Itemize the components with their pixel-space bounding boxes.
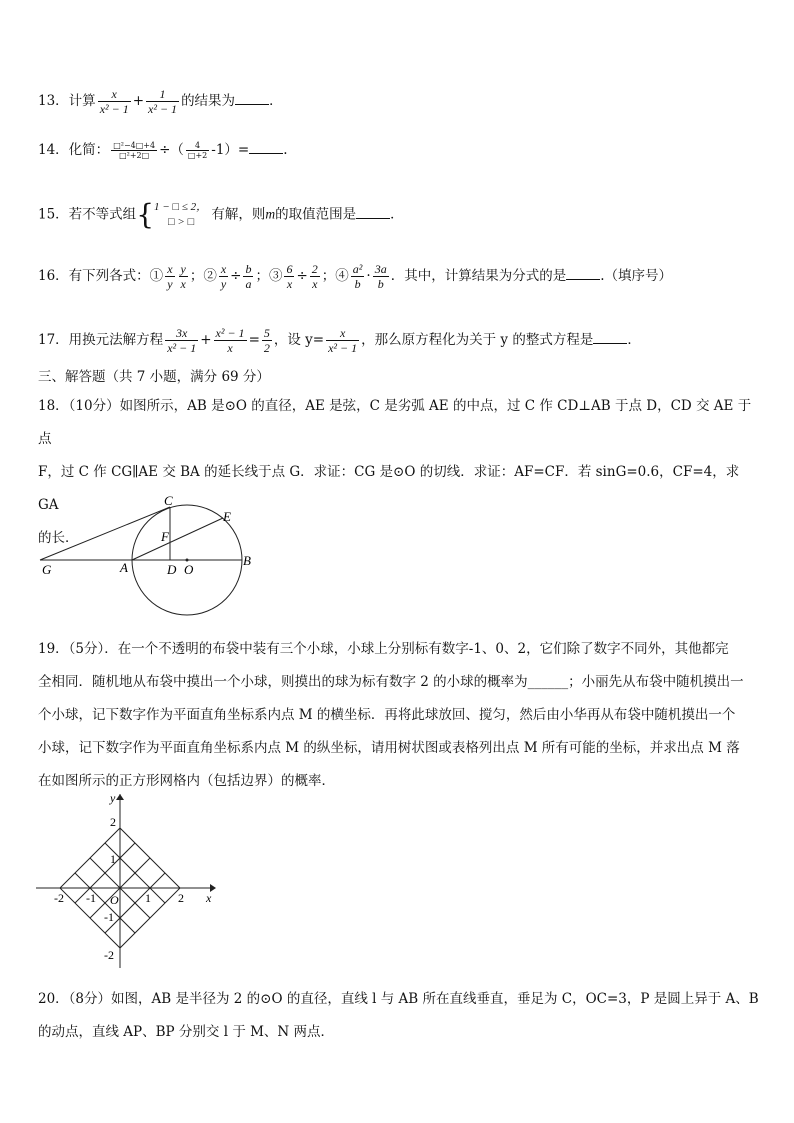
label-xn1: -1: [86, 891, 96, 905]
answer-blank: [566, 267, 600, 280]
label-x2: 2: [178, 891, 184, 905]
label-d: D: [167, 562, 177, 577]
brace-icon: {: [136, 198, 155, 231]
label-y1: 1: [110, 852, 116, 866]
label-yn1: -1: [104, 910, 114, 924]
fraction-2: $\frac{4}{□+2}$: [187, 141, 208, 160]
answer-blank: [356, 206, 390, 219]
label-y: y: [110, 791, 116, 805]
label-x1: 1: [145, 891, 151, 905]
answer-blank: [249, 141, 283, 154]
fraction-1: $\frac{\text{□²−4□+4}}{\text{□²+2□}}$: [113, 141, 156, 160]
label-o: O: [110, 893, 119, 907]
fraction-1: $\frac{x}{\text{x² − 1}}$: [99, 87, 129, 116]
question-15: 15．若不等式组{ 1 − □ ≤ 2， □ > □ 有解，则m的取值范围是 ．: [38, 198, 404, 231]
answer-blank: [593, 331, 627, 344]
label-c: C: [164, 493, 173, 508]
question-19: 19．（5分）．在一个不透明的布袋中装有三个小球，小球上分别标有数字-1、0、2，它们除了数字不同外，其他都完 全相同．随机地从布袋中摸出一个小球，则摸出的球为标有数字 2 的小球的概率为______；小丽先从布袋中随机摸出一 个小球，记下数字作为平面直角坐标系内点 M 的横坐标．再将此球放回、搅匀，然后由小华再从布袋中随机摸出一个 小球，记下数字作为平面直角坐标系内点 M 的纵坐标，请用树状图或表格列出点 M 所有可能的坐标，并求出点 M 落 在如图所示的正方形网格内（包括边界）的概率．: [38, 641, 744, 789]
question-20: 20．（8分）如图，AB 是半径为 2 的⊙O 的直径，直线 l 与 AB 所在直线垂直，垂足为 C，OC=3，P 是圆上异于 A、B 的动点，直线 AP、BP 分别交 l 于 M、N 两点．: [38, 991, 759, 1040]
question-18: 18．（10分）如图所示，AB 是⊙O 的直径，AE 是弦，C 是劣弧 AE 的中点，过 C 作 CD⊥AB 于点 D，CD 交 AE 于点 F，过 C 作 CG∥AE 交 BA 的延长线于点 G．求证：CG 是⊙O 的切线．求证：AF=CF．若 sinG=0.6，CF=4，求 GA 的长．: [38, 398, 752, 546]
section-heading: 三、解答题（共 7 小题，满分 69 分）: [38, 369, 270, 385]
label-g: G: [42, 562, 52, 577]
label-x: x: [206, 891, 212, 905]
question-13: 13．计算 $\frac{x}{\text{x² − 1}}$ + $\frac{1}{\text{x² − 1}}$ 的结果为 ．: [38, 87, 283, 116]
label-y2: 2: [110, 815, 116, 829]
answer-blank: [235, 92, 269, 105]
question-16: 16．有下列各式：① $\frac{x}{y}$ $\frac{y}{x}$ ；② $\frac{x}{y}$ ÷ $\frac{b}{a}$ ；③ $\frac{6}{x}$ ÷ $\frac{2}{x}$ ；④ $\frac{\text{a²}}{b}$ · $\frac{3a}{b}$ ．其中，计算结果为分式的是 .（填序号）: [38, 262, 672, 291]
inequality-system: 1 − □ ≤ 2， □ > □: [154, 201, 208, 228]
label-xn2: -2: [54, 891, 64, 905]
label-f: F: [161, 529, 169, 544]
label-b: B: [243, 553, 251, 568]
circle-figure: [30, 488, 270, 618]
question-17: 17．用换元法解方程 $\frac{3x}{\text{x² − 1}}$ + $\frac{\text{x² − 1}}{x}$ = $\frac{5}{2}$ ，设 y= $\frac{x}{\text{x² − 1}}$ ，那么原方程化为关于 y 的整式方程是 ．: [38, 326, 641, 355]
label-e: E: [223, 509, 231, 524]
grid-figure: [30, 790, 230, 970]
question-14: 14．化简： $\frac{\text{□²−4□+4}}{\text{□²+2□}}$ ÷（ $\frac{4}{□+2}$ -1）= .: [38, 141, 288, 160]
fraction-2: $\frac{1}{\text{x² − 1}}$: [148, 87, 178, 116]
label-o: O: [184, 562, 194, 577]
label-a: A: [120, 560, 128, 575]
label-yn2: -2: [104, 948, 114, 962]
